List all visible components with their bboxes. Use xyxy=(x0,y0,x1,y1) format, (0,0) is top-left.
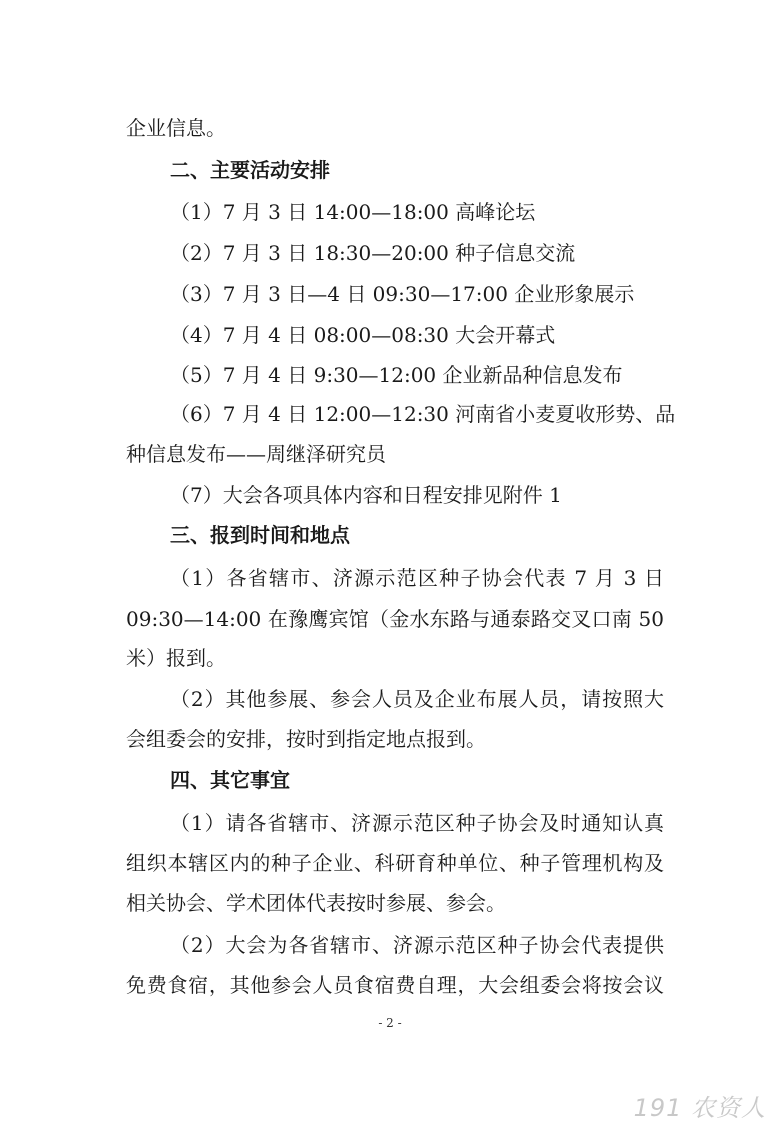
section-heading-other-matters: 四、其它事宜 xyxy=(170,768,290,792)
schedule-item-6: （6）7 月 4 日 12:00—12:30 河南省小麦夏收形势、品 xyxy=(170,402,676,426)
section-heading-activities: 二、主要活动安排 xyxy=(170,158,330,182)
schedule-item-1: （1）7 月 3 日 14:00—18:00 高峰论坛 xyxy=(170,200,536,224)
paragraph-line: （1）各省辖市、济源示范区种子协会代表 7 月 3 日 xyxy=(170,566,664,590)
schedule-item-7: （7）大会各项具体内容和日程安排见附件 1 xyxy=(170,483,562,507)
section-heading-registration: 三、报到时间和地点 xyxy=(170,523,350,547)
paragraph-line: 09:30—14:00 在豫鹰宾馆（金水东路与通泰路交叉口南 50 xyxy=(126,607,664,631)
paragraph-line: 米）报到。 xyxy=(126,646,226,670)
schedule-item-3: （3）7 月 3 日—4 日 09:30—17:00 企业形象展示 xyxy=(170,282,635,306)
schedule-item-5: （5）7 月 4 日 9:30—12:00 企业新品种信息发布 xyxy=(170,363,623,387)
page-number: - 2 - xyxy=(378,1016,402,1030)
watermark-logo: 191 农资人 xyxy=(633,1094,766,1122)
paragraph-line: （1）请各省辖市、济源示范区种子协会及时通知认真 xyxy=(170,811,664,835)
paragraph-line: 免费食宿，其他参会人员食宿费自理，大会组委会将按会议 xyxy=(126,973,664,997)
paragraph-line: （2）大会为各省辖市、济源示范区种子协会代表提供 xyxy=(170,933,664,957)
paragraph-line: （2）其他参展、参会人员及企业布展人员，请按照大 xyxy=(170,687,664,711)
schedule-item-4: （4）7 月 4 日 08:00—08:30 大会开幕式 xyxy=(170,323,556,347)
paragraph-line: 组织本辖区内的种子企业、科研育种单位、种子管理机构及 xyxy=(126,851,664,875)
paragraph-line: 会组委会的安排，按时到指定地点报到。 xyxy=(126,727,486,751)
paragraph-line: 企业信息。 xyxy=(126,116,226,140)
paragraph-line: 相关协会、学术团体代表按时参展、参会。 xyxy=(126,891,506,915)
schedule-item-6-continued: 种信息发布——周继泽研究员 xyxy=(126,442,386,466)
schedule-item-2: （2）7 月 3 日 18:30—20:00 种子信息交流 xyxy=(170,241,576,265)
